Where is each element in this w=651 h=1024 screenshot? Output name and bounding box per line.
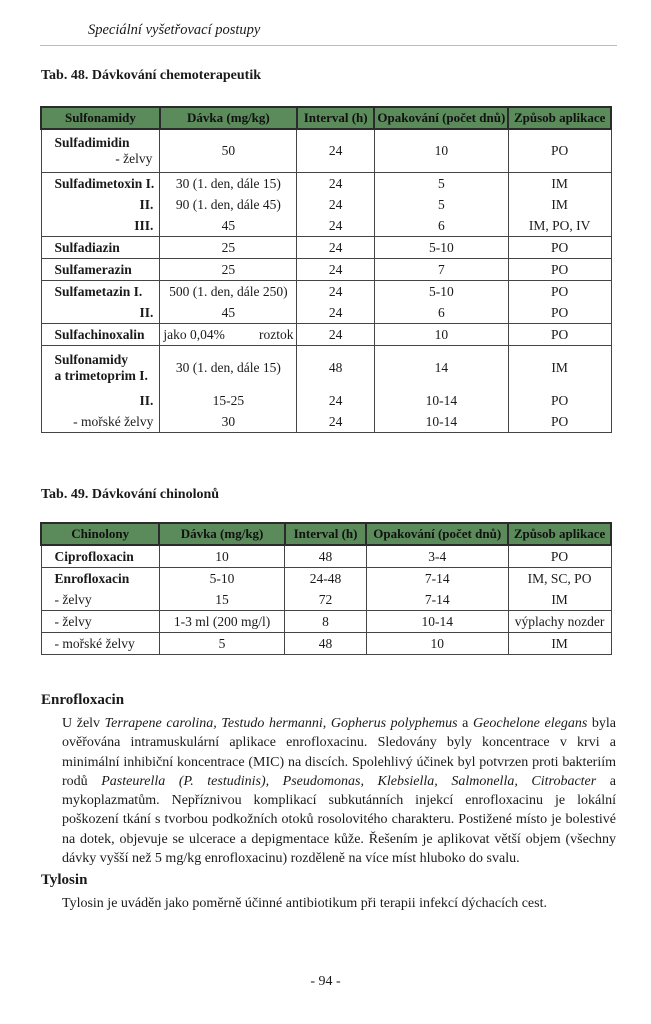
dose-cell (160, 324, 297, 346)
table-row (41, 302, 611, 324)
table49-header-cell: Dávka (mg/kg) (159, 523, 284, 545)
dose-cell: 5 (159, 633, 284, 655)
dose-cell: 5-10 (159, 568, 284, 590)
text-span: U želv (62, 716, 105, 731)
drug-name-cell (41, 215, 160, 237)
repeat-cell: 14 (374, 346, 508, 391)
drug-name-cell (41, 173, 160, 195)
running-head: Speciální vyšetřovací postupy (88, 22, 261, 38)
drug-name-cell (41, 545, 159, 568)
repeat-cell: 5-10 (374, 237, 508, 259)
route-cell: PO (508, 411, 611, 433)
dose-cell: 10 (159, 545, 284, 568)
table-row (41, 173, 611, 195)
table49 (40, 522, 612, 655)
table-row (41, 545, 611, 568)
route-cell: PO (508, 302, 611, 324)
drug-name-cell: - mořské želvy (41, 411, 160, 433)
section-title-enrofloxacin: Enrofloxacin (41, 692, 125, 708)
repeat-cell: 6 (374, 215, 508, 237)
table49-header-row (41, 523, 611, 545)
dose-cell: 1-3 ml (200 mg/l) (159, 611, 284, 633)
interval-cell: 24 (297, 129, 374, 173)
drug-name-cell (41, 390, 160, 411)
interval-cell: 24 (297, 237, 374, 259)
table-row (41, 324, 611, 346)
drug-name-cell: - želvy (41, 589, 159, 611)
route-cell: PO (508, 259, 611, 281)
route-cell: IM (508, 173, 611, 195)
section-title-tylosin: Tylosin (41, 872, 88, 888)
drug-name-line: a trimetoprim I. (54, 368, 148, 383)
table49-caption: Tab. 49. Dávkování chinolonů (41, 487, 220, 502)
bacteria-list: Pasteurella (P. testudinis), Pseudomonas, Klebsiella, Salmonella, Citrobacter (101, 773, 597, 789)
repeat-cell: 5 (374, 173, 508, 195)
repeat-cell: 5-10 (374, 281, 508, 303)
drug-name-cell (41, 281, 160, 303)
dose-cell: 90 (1. den, dále 45) (160, 194, 297, 215)
table48-header-cell: Dávka (mg/kg) (160, 107, 297, 129)
route-cell: IM, PO, IV (508, 215, 611, 237)
route-cell: IM (508, 589, 611, 611)
dose-cell: 25 (160, 259, 297, 281)
route-cell: výplachy nozder (508, 611, 611, 633)
text-span: a mykoplazmatům. Nepříznivou komplikací subkutánních injekcí enrofloxacinu je lokální poškození tkání s tvorbou podkožních otoků rosolovitého charakteru. Postižené místo je bolestivé na dotek, objevuje se ulcerace a depigmentace kůže. Řešením je aplikovat větší objem (všechny dávky vyšší než 5 mg/kg enrofloxacinu) rozděleně na více míst hluboko do svalu. (62, 773, 616, 867)
table-row (41, 346, 611, 391)
dose-cell: 30 (160, 411, 297, 433)
interval-cell: 24-48 (285, 568, 367, 590)
drug-name-cell (41, 237, 160, 259)
table48 (40, 106, 612, 433)
route-cell: PO (508, 390, 611, 411)
text-span: a (457, 716, 474, 731)
paragraph-enrofloxacin (62, 714, 616, 868)
species-name: Geochelone elegans (473, 716, 588, 731)
table49-header-cell: Chinolony (41, 523, 159, 545)
interval-cell: 48 (297, 346, 374, 391)
drug-name: Ciprofloxacin (54, 548, 134, 564)
dose-cell: 500 (1. den, dále 250) (160, 281, 297, 303)
drug-name: Sulfadiazin (54, 239, 120, 255)
table48-header-row (41, 107, 611, 129)
repeat-cell: 7-14 (366, 568, 508, 590)
drug-name: Sulfachinoxalin (54, 326, 145, 342)
route-cell: PO (508, 545, 611, 568)
table-row (41, 215, 611, 237)
route-cell: PO (508, 324, 611, 346)
repeat-cell: 10 (374, 324, 508, 346)
table48-header-cell: Interval (h) (297, 107, 374, 129)
interval-cell: 24 (297, 390, 374, 411)
page-number: - 94 - (310, 974, 341, 989)
interval-cell: 24 (297, 281, 374, 303)
drug-name: Sulfamerazin (54, 261, 132, 277)
drug-name-cell: - mořské želvy (41, 633, 159, 655)
dose-cell: 50 (160, 129, 297, 173)
repeat-cell: 5 (374, 194, 508, 215)
table-row (41, 281, 611, 303)
dose-cell: 30 (1. den, dále 15) (160, 346, 297, 391)
repeat-cell: 10 (374, 129, 508, 173)
route-cell: IM (508, 346, 611, 391)
repeat-cell: 3-4 (366, 545, 508, 568)
table-row (41, 633, 611, 655)
table48-header-cell: Způsob aplikace (508, 107, 611, 129)
drug-name-cell (41, 129, 160, 173)
drug-name: II. (139, 196, 154, 212)
drug-name-cell (41, 324, 160, 346)
table48-header-cell: Sulfonamidy (41, 107, 160, 129)
drug-name: Sulfadimetoxin I. (54, 175, 155, 191)
table49-header-cell: Interval (h) (285, 523, 367, 545)
route-cell: PO (508, 237, 611, 259)
table-row (41, 390, 611, 411)
drug-name: II. (139, 304, 154, 320)
dose-part: jako 0,04% (163, 326, 225, 342)
drug-name-line: Sulfonamidy (54, 352, 129, 367)
interval-cell: 24 (297, 324, 374, 346)
interval-cell: 48 (285, 545, 367, 568)
repeat-cell: 7-14 (366, 589, 508, 611)
repeat-cell: 6 (374, 302, 508, 324)
route-cell: PO (508, 129, 611, 173)
interval-cell: 24 (297, 173, 374, 195)
table48-caption: Tab. 48. Dávkování chemoterapeutik (41, 68, 262, 83)
interval-cell: 72 (285, 589, 367, 611)
drug-name: II. (139, 392, 154, 408)
table-row (41, 611, 611, 633)
route-cell: IM (508, 633, 611, 655)
repeat-cell: 10-14 (374, 411, 508, 433)
interval-cell: 24 (297, 411, 374, 433)
table49-header-cell: Způsob aplikace (508, 523, 611, 545)
repeat-cell: 10 (366, 633, 508, 655)
dose-cell: 15 (159, 589, 284, 611)
route-cell: IM (508, 194, 611, 215)
dose-cell: 45 (160, 302, 297, 324)
drug-name: Sulfametazin I. (54, 283, 143, 299)
interval-cell: 24 (297, 302, 374, 324)
dose-part: roztok (258, 326, 294, 342)
route-cell: IM, SC, PO (508, 568, 611, 590)
table-row (41, 411, 611, 433)
table49-header-cell: Opakování (počet dnů) (366, 523, 508, 545)
table-row (41, 589, 611, 611)
dose-cell: 45 (160, 215, 297, 237)
drug-name-cell (41, 259, 160, 281)
table-row (41, 194, 611, 215)
drug-name-cell (41, 568, 159, 590)
drug-name: Enrofloxacin (54, 570, 130, 586)
interval-cell: 24 (297, 259, 374, 281)
header-rule (40, 45, 617, 46)
interval-cell: 8 (285, 611, 367, 633)
interval-cell: 48 (285, 633, 367, 655)
dose-cell: 15-25 (160, 390, 297, 411)
species-list: Terrapene carolina, Testudo hermanni, Gopherus polyphemus (104, 716, 458, 731)
paragraph-tylosin: Tylosin je uváděn jako poměrně účinné antibiotikum při terapii infekcí dýchacích cest. (62, 896, 547, 911)
drug-name: Sulfadimidin (54, 135, 130, 150)
route-cell: PO (508, 281, 611, 303)
table48-header-cell: Opakování (počet dnů) (374, 107, 508, 129)
table-row (41, 237, 611, 259)
drug-name-cell (41, 194, 160, 215)
drug-subgroup: - želvy (115, 151, 153, 166)
interval-cell: 24 (297, 215, 374, 237)
drug-name: III. (134, 217, 154, 233)
drug-name-cell: - želvy (41, 611, 159, 633)
table-row (41, 259, 611, 281)
text-span: byla ověřována intramuskulární aplikace enrofloxacinu. Sledovány byly koncentrace v krvi a minimální inhibiční koncentrace (MIC) na discích. Spolehlivý účinek byl potvrzen proti bakteriím rodů (62, 716, 617, 789)
repeat-cell: 7 (374, 259, 508, 281)
drug-name-cell (41, 302, 160, 324)
dose-cell: 30 (1. den, dále 15) (160, 173, 297, 195)
repeat-cell: 10-14 (366, 611, 508, 633)
table-row (41, 568, 611, 590)
dose-cell: 25 (160, 237, 297, 259)
table-row (41, 129, 611, 173)
interval-cell: 24 (297, 194, 374, 215)
drug-name-cell (41, 346, 160, 391)
repeat-cell: 10-14 (374, 390, 508, 411)
